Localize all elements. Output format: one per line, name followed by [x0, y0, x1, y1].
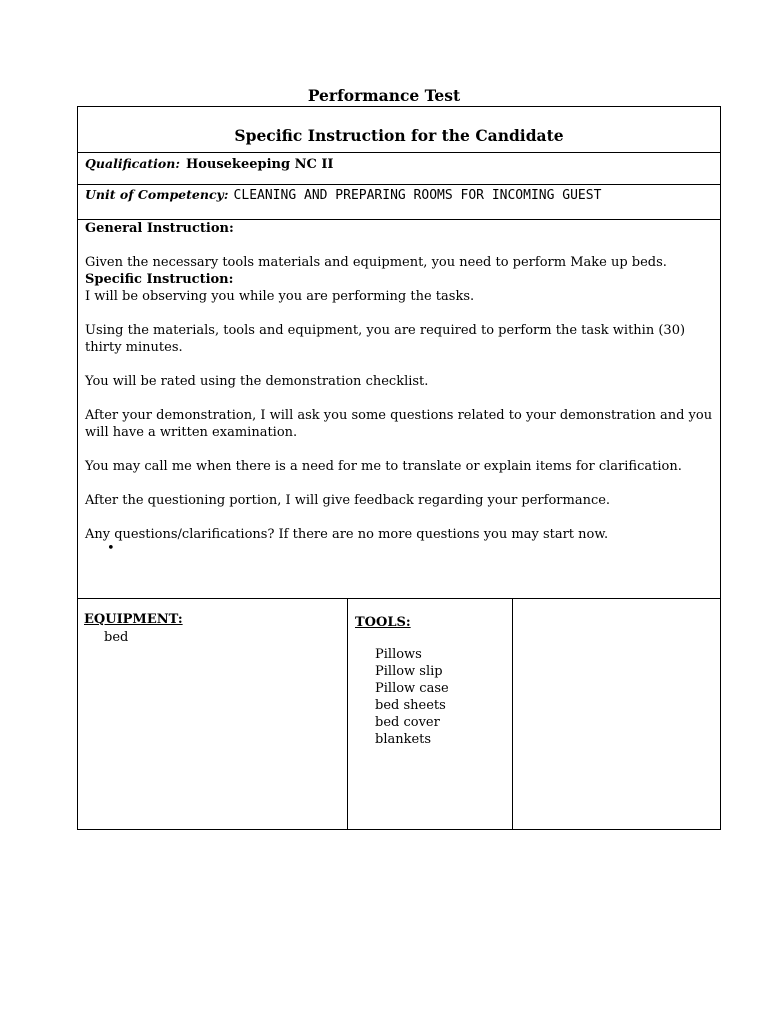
equipment-list — [104, 629, 128, 646]
instruction-paragraph: After the questioning portion, I will give feedback regarding your performance. — [85, 493, 611, 508]
instructions-row — [78, 220, 720, 599]
table-header-title: Specific Instruction for the Candidate — [234, 126, 564, 145]
list-item: bed cover — [375, 715, 440, 730]
list-item: Pillow slip — [375, 664, 443, 679]
specific-instruction-heading: Specific Instruction: — [85, 272, 234, 287]
bullet-marker: • — [107, 541, 115, 556]
qualification-label: Qualification: — [85, 156, 180, 171]
list-item: Pillow case — [375, 681, 449, 696]
table-header-row — [78, 107, 720, 153]
instruction-paragraph: You will be rated using the demonstration checklist. — [85, 374, 429, 389]
qualification-value: Housekeeping NC II — [185, 157, 334, 172]
tools-column — [348, 599, 513, 829]
unit-of-competency-line — [85, 185, 705, 204]
unit-of-competency-label: Unit of Competency: — [85, 187, 229, 202]
page-title: Performance Test — [307, 86, 461, 105]
tools-list — [375, 646, 449, 748]
general-instruction-heading: General Instruction: — [85, 221, 234, 236]
instruction-paragraph: After your demonstration, I will ask you some questions related to your demonstration and you will have a written examination. — [85, 408, 713, 440]
instruction-paragraph: I will be observing you while you are performing the tasks. — [85, 289, 475, 304]
qualification-line — [85, 153, 334, 172]
equipment-heading: EQUIPMENT: — [84, 612, 183, 627]
unit-of-competency-value: CLEANING AND PREPARING ROOMS FOR INCOMING GUEST — [233, 188, 602, 203]
unit-of-competency-row — [78, 185, 720, 220]
general-instruction-text: Given the necessary tools materials and equipment, you need to perform Make up beds. — [85, 255, 667, 270]
list-item: Pillows — [375, 647, 422, 662]
list-item: bed — [104, 630, 129, 645]
blank-column — [513, 599, 720, 829]
list-item: bed sheets — [375, 698, 446, 713]
resources-row — [78, 599, 720, 829]
instruction-paragraph: Any questions/clarifications? If there are no more questions you may start now. — [85, 527, 609, 542]
instruction-paragraph: You may call me when there is a need for me to translate or explain items for clarification. — [85, 459, 682, 474]
instruction-paragraph: Using the materials, tools and equipment, you are required to perform the task within (30) thirty minutes. — [85, 323, 686, 355]
list-item: blankets — [375, 732, 432, 747]
instruction-table — [77, 106, 721, 830]
tools-heading: TOOLS: — [355, 615, 411, 630]
qualification-row — [78, 153, 720, 185]
instructions-content — [85, 220, 713, 555]
equipment-column — [78, 599, 348, 829]
